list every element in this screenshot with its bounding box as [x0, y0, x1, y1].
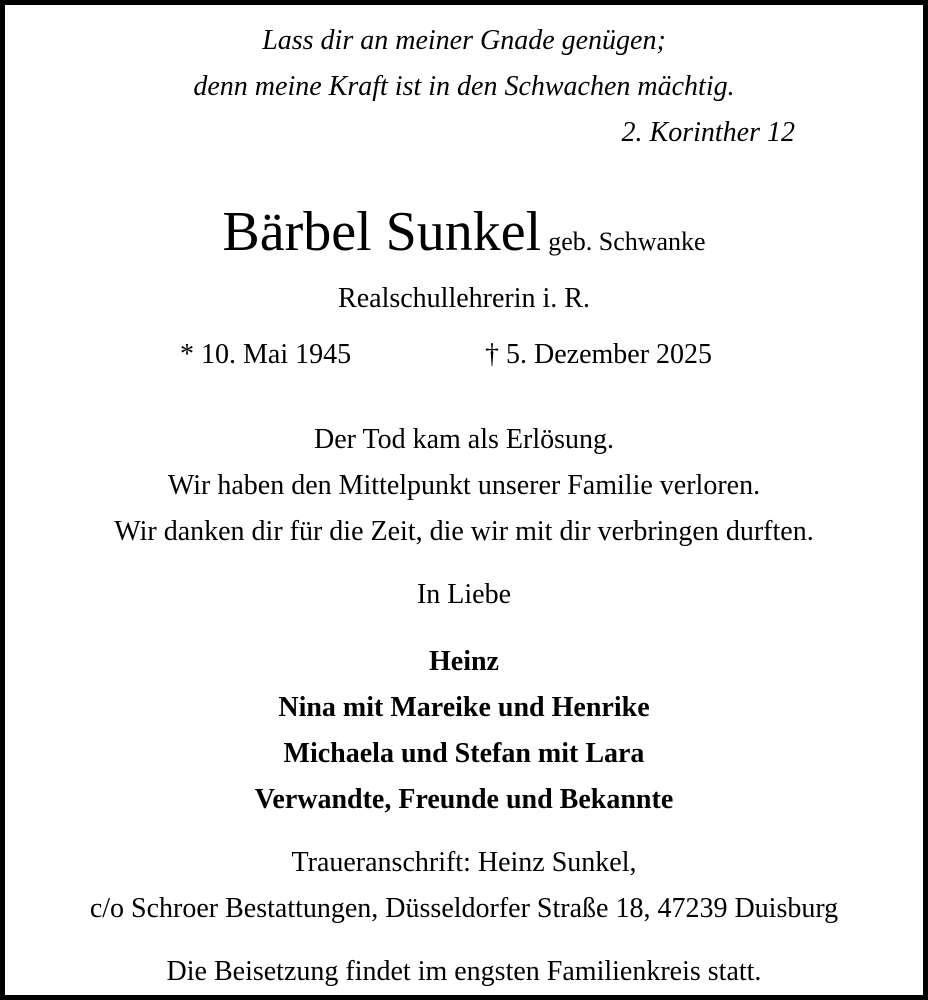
- funeral-note: Die Beisetzung findet im engsten Familienkreis statt.: [166, 956, 762, 987]
- message-line: Wir haben den Mittelpunkt unserer Familie verloren.: [167, 470, 761, 501]
- verse-line-2: denn meine Kraft ist in den Schwachen mächtig.: [193, 71, 735, 102]
- mourner: Verwandte, Freunde und Bekannte: [254, 784, 674, 815]
- birth-date: * 10. Mai 1945: [180, 339, 352, 370]
- death-date: † 5. Dezember 2025: [485, 339, 713, 370]
- mourner: Nina mit Mareike und Henrike: [278, 692, 650, 723]
- mourner: Michaela und Stefan mit Lara: [283, 738, 645, 769]
- address-line-2: c/o Schroer Bestattungen, Düsseldorfer Straße 18, 47239 Duisburg: [89, 893, 839, 924]
- message-line: Wir danken dir für die Zeit, die wir mit dir verbringen durften.: [114, 516, 814, 547]
- mourner: Heinz: [429, 646, 499, 677]
- closing: In Liebe: [416, 579, 512, 610]
- maiden-name: geb. Schwanke: [548, 227, 706, 256]
- verse-line-1: Lass dir an meiner Gnade genügen;: [262, 25, 666, 56]
- profession: Realschullehrerin i. R.: [338, 283, 590, 314]
- verse-reference: 2. Korinther 12: [621, 117, 795, 148]
- address-line-1: Traueranschrift: Heinz Sunkel,: [291, 847, 637, 878]
- deceased-name-line: [5, 197, 923, 277]
- deceased-name: Bärbel Sunkel: [222, 201, 542, 263]
- message-line: Der Tod kam als Erlösung.: [313, 424, 615, 455]
